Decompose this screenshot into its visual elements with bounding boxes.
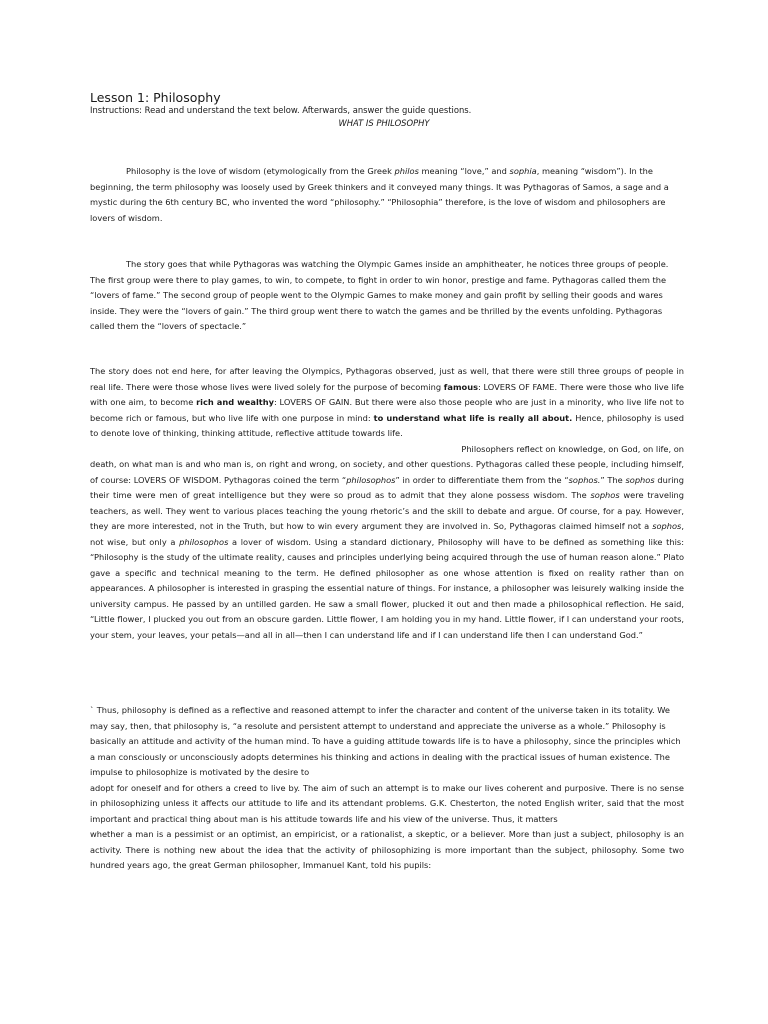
text-run: ” in order to differentiate them from the “: [395, 474, 569, 485]
text-run: a lover of wisdom. Using a standard dictionary, Philosophy will have to be defined as something like this: “Philosophy is the study of the ultimate reality, causes and principles underlying being acquired through the use of human reason alone.” Plato gave a specific and technical meaning to the term. He defined philosopher as one whose attention is fixed on reality rather than on appearances. A philosopher is interested in grasping the essential nature of things. For instance, a philosopher was leisurely walking inside the university campus. He passed by an untilled garden. He saw a small flower, plucked it out and then made a philosophical reflection. He said, “Little flower, I plucked you out from an obscure garden. Little flower, I am holding you in my hand. Little flower, if I can understand your roots, your stem, your leaves, your petals—and all in all—then I can understand life and if I can understand life then I can understand God.”: [90, 536, 685, 640]
text-run: meaning “love,” and: [418, 166, 510, 176]
paragraph-1: [90, 164, 684, 226]
text-run: The story does not end here, for after leaving the Olympics, Pythagoras observed, just as well, that there were still three groups of people in real life. There were those whose lives were lived solely for the purpose of becoming: [90, 366, 684, 392]
text-run: Philosophers reflect on knowledge, on God, on life, on: [461, 443, 684, 454]
italic-term: sophos: [625, 474, 655, 485]
text-run: adopt for oneself and for others a creed to live by. The aim of such an attempt is to make our lives coherent and purposive. There is no sense in philosophizing unless it affects our attitude to life and its attendant problems. G.K. Chesterton, the noted English writer, said that the most important and practical thing about man is his attitude towards life and his view of the universe. Thus, it matters: [90, 782, 684, 824]
italic-term: sophos: [590, 490, 620, 500]
subheading: WHAT IS PHILOSOPHY: [338, 118, 430, 128]
paragraph-3: [90, 364, 684, 643]
italic-term: philos: [394, 166, 419, 176]
text-run: were traveling teachers, as well. They went to various places teaching the young rhetoric’s and the skill to debate and argue. Of course, for a pay. However, they are more interested, not in the Truth, but how to win every argument they are involved in. So, Pythagoras claimed himself not a: [90, 490, 685, 531]
text-run: Hence, philosophy is used to denote love of thinking, thinking attitude, reflective attitude towards life.: [90, 412, 684, 438]
text-run: Philosophy is the love of wisdom (etymologically from the Greek: [126, 166, 395, 176]
text-run: ` Thus, philosophy is defined as a reflective and reasoned attempt to infer the character and content of the universe taken in its totality. We may say, then, that philosophy is, “a resolute and persistent attempt to understand and appreciate the universe as a whole.” Philosophy is basically an attitude and activity of the human mind. To have a guiding attitude towards life is to have a philosophy, since the principles which a man consciously or unconsciously adopts determines his thinking and actions in dealing with the practical issues of human existence. The impulse to philosophize is motivated by the desire to: [90, 705, 681, 777]
italic-term: sophos: [652, 521, 682, 531]
instructions: Instructions: Read and understand the text below. Afterwards, answer the guide questions.: [90, 105, 472, 115]
text-run: , not wise, but only a: [90, 521, 684, 547]
text-run: , meaning “wisdom”). In the beginning, the term philosophy was loosely used by Greek thinkers and it conveyed many things. It was Pythagoras of Samos, a sage and a mystic during the 6th century BC, who invented the word “philosophy.” “Philosophia” therefore, is the love of wisdom and philosophers are lovers of wisdom.: [90, 166, 669, 223]
italic-term: philosophos: [346, 474, 396, 485]
italic-term: sophos.: [568, 474, 601, 485]
text-run: ” The: [600, 474, 626, 485]
paragraph-4: [90, 703, 684, 874]
lesson-title: Lesson 1: Philosophy: [90, 90, 221, 105]
italic-term: sophia: [509, 166, 537, 176]
text-run: during their time were men of great intelligence but they were so proud as to admit that they alone possess wisdom. The: [90, 474, 684, 500]
italic-term: philosophos: [179, 536, 229, 547]
bold-term: rich and wealthy: [196, 397, 274, 407]
text-run: : LOVERS OF FAME. There were those who live life with one aim, to become: [90, 381, 684, 407]
text-run: death, on what man is and who man is, on right and wrong, on society, and other questions. Pythagoras called these people, including himself, of course: LOVERS OF WISDOM. Pythagoras coined the term “: [90, 459, 684, 485]
bold-term: famous: [443, 381, 478, 392]
text-run: whether a man is a pessimist or an optimist, an empiricist, or a rationalist, a skeptic, or a believer. More than just a subject, philosophy is an activity. There is nothing new about the idea that the activity of philosophizing is more important than the subject, philosophy. Some two hundred years ago, the great German philosopher, Immanuel Kant, told his pupils:: [90, 829, 684, 870]
paragraph-2: The story goes that while Pythagoras was watching the Olympic Games inside an amphitheater, he notices three groups of people. The first group were there to play games, to win, to compete, to fight in order to win honor, prestige and fame. Pythagoras called them the “lovers of fame.” The second group of people went to the Olympic Games to make money and gain profit by selling their goods and wares inside. They were the “lovers of gain.” The third group went there to watch the games and be thrilled by the events unfolding. Pythagoras called them the “lovers of spectacle.”: [90, 259, 669, 331]
text-run: : LOVERS OF GAIN. But there were also those people who are just in a minority, who live life not to become rich or famous, but who live life with one purpose in mind:: [90, 397, 685, 423]
bold-term: to understand what life is really all about.: [373, 412, 573, 423]
